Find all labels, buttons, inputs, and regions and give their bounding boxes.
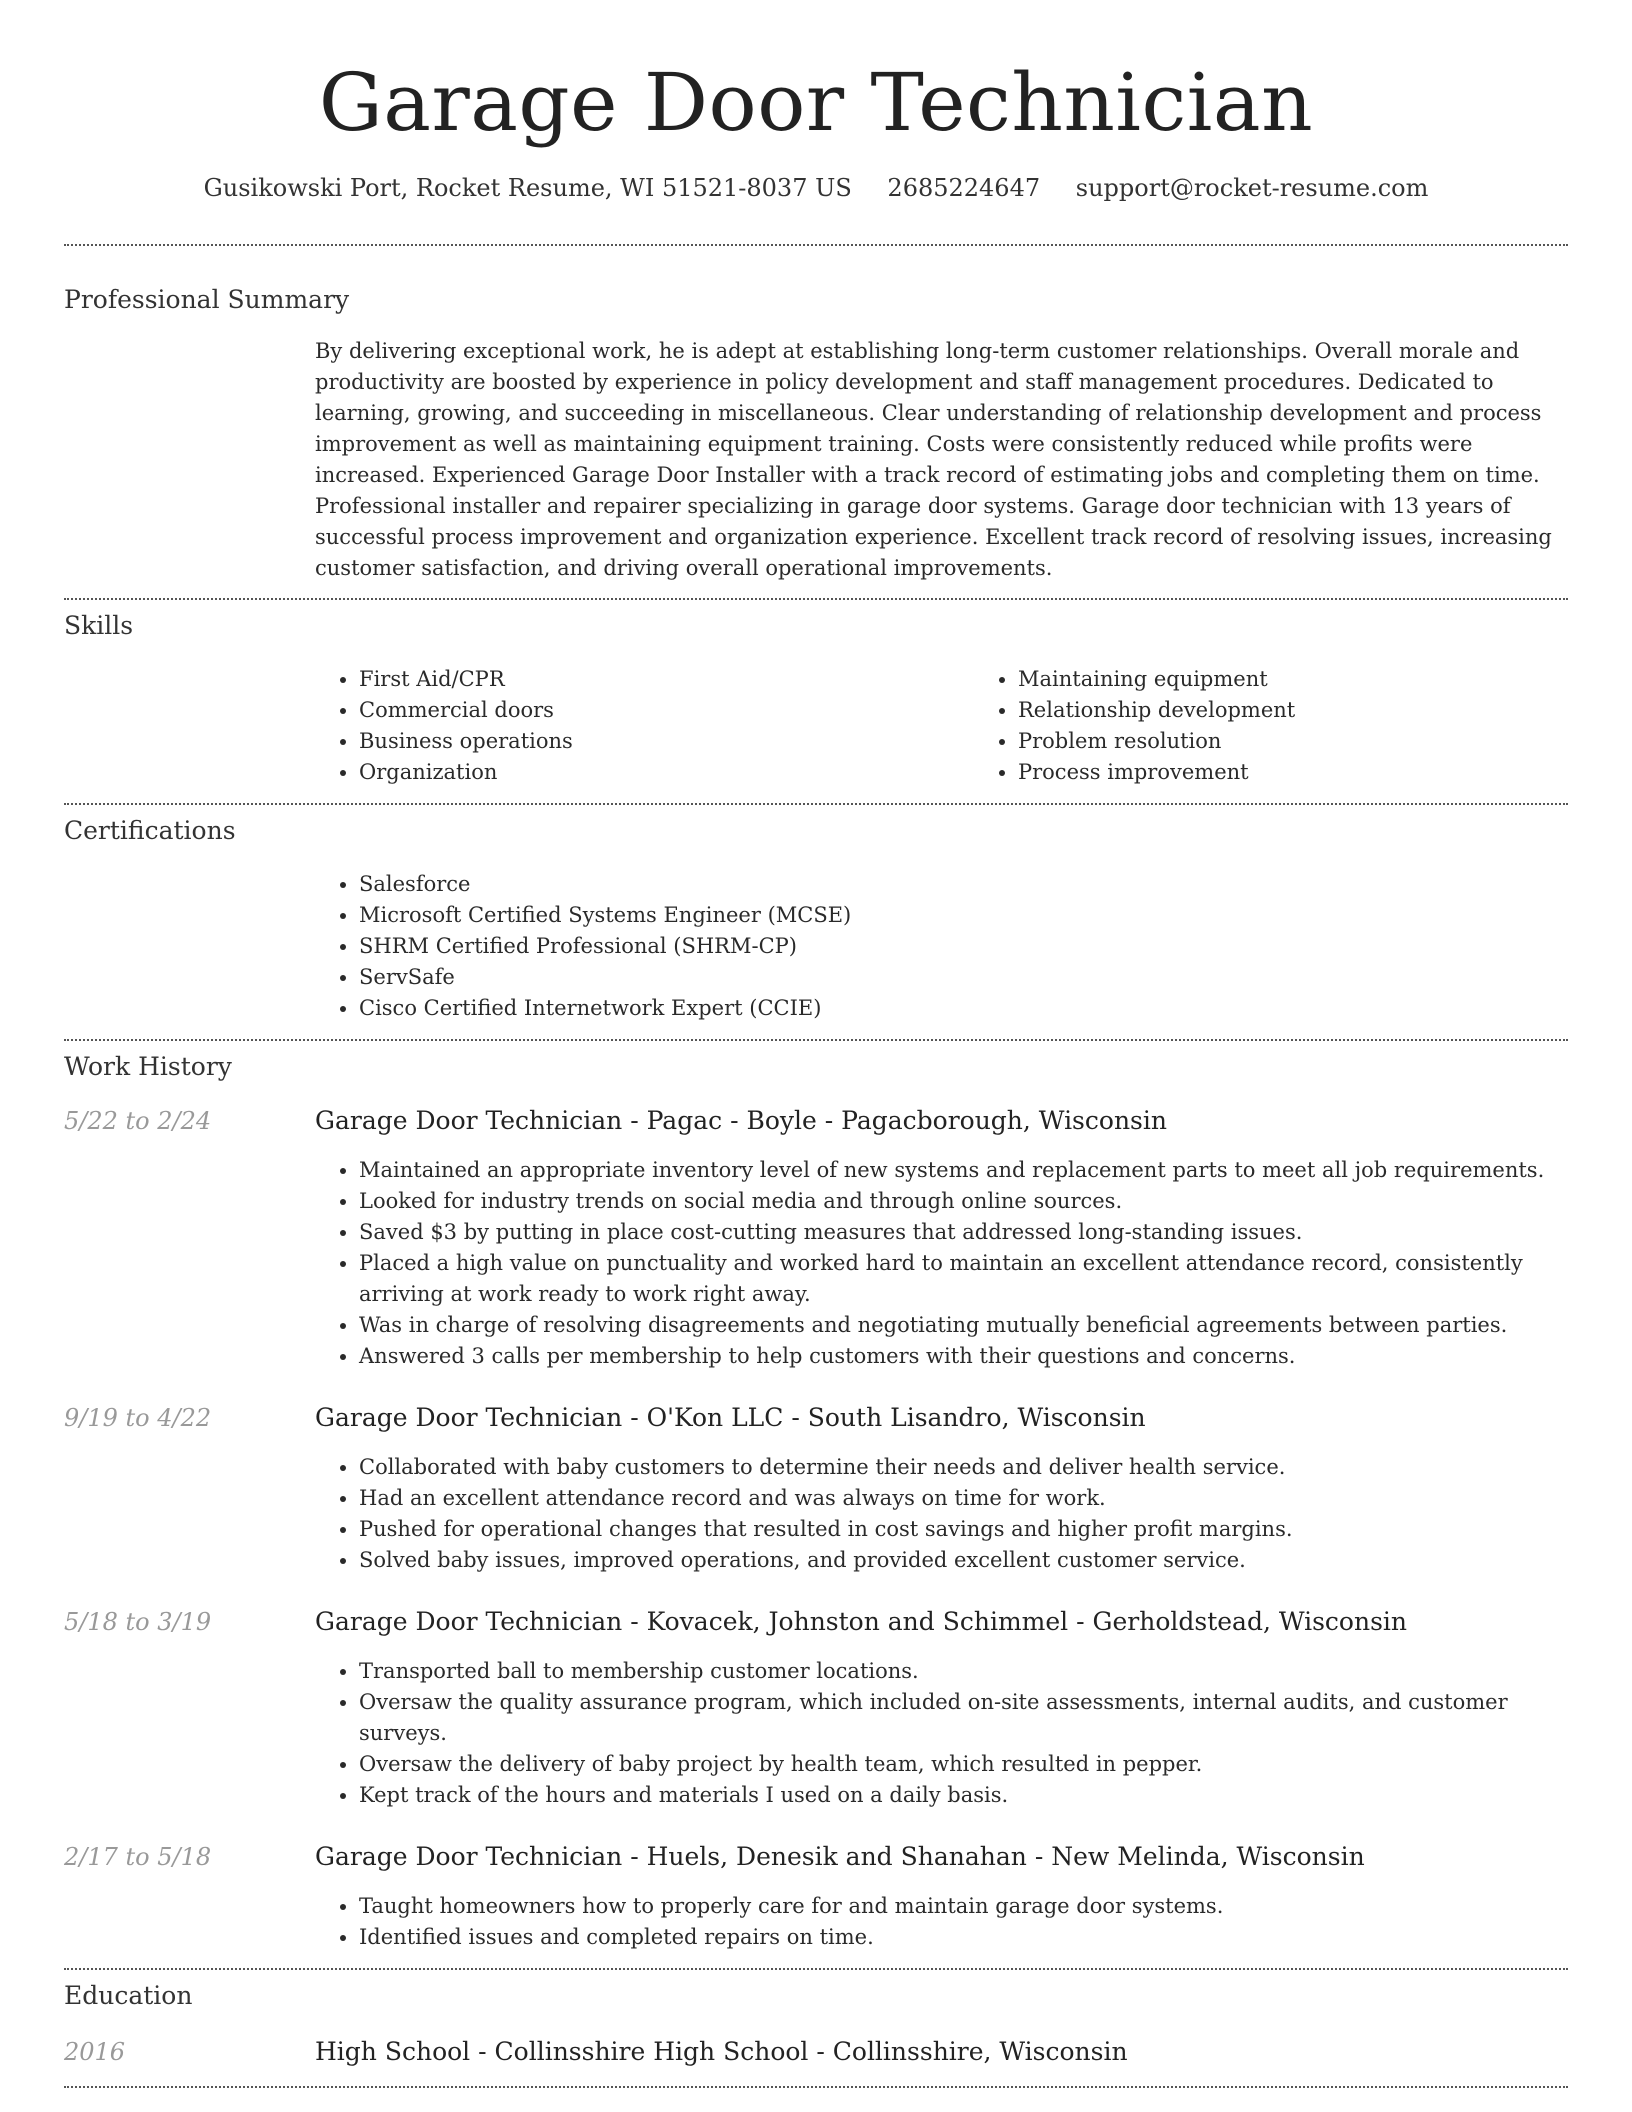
summary-text: By delivering exceptional work, he is adept at establishing long-term customer relationships. Overall morale and productivity are boosted by experience in policy development and staff management procedures. Dedicated to learning, growing, and succeeding in miscellaneous. Clear understanding of relationship development and process improvement as well as maintaining equipment training. Costs were consistently reduced while profits were increased. Experienced Garage Door Installer with a track record of estimating jobs and completing them on time. Professional installer and repairer specializing in garage door systems. Garage door technician with 13 years of successful process improvement and organization experience. Excellent track record of resolving issues, increasing customer satisfaction, and driving overall operational improvements.	[315, 339, 1552, 580]
certification-item: • SHRM Certified Professional (SHRM-CP)	[359, 931, 1568, 962]
job-bullet: • Saved $3 by putting in place cost-cutting measures that addressed long-standing issues.	[359, 1217, 1568, 1248]
job-bullet: • Kept track of the hours and materials I used on a daily basis.	[359, 1780, 1568, 1811]
certifications-list	[315, 869, 1568, 1024]
skill-item: • First Aid/CPR	[359, 664, 974, 695]
contact-line	[64, 172, 1568, 204]
job-position: Garage Door Technician	[315, 1403, 623, 1432]
skills-list-left	[315, 664, 974, 788]
job-bullet: • Pushed for operational changes that resulted in cost savings and higher profit margins.	[359, 1514, 1568, 1545]
certification-item: • Cisco Certified Internetwork Expert (CCIE)	[359, 993, 1568, 1024]
job-bullets	[315, 1656, 1568, 1811]
job-details: - O'Kon LLC - South Lisandro, Wisconsin	[622, 1403, 1146, 1432]
resume-page	[64, 0, 1568, 2088]
job-bullet: • Placed a high value on punctuality and worked hard to maintain an excellent attendance record, consistently arriving at work ready to work right away.	[359, 1248, 1568, 1310]
job-bullet: • Transported ball to membership customer locations.	[359, 1656, 1568, 1687]
job-dates: 5/18 to 3/19	[64, 1608, 212, 1636]
work-history-heading: Work History	[64, 1052, 232, 1081]
contact-email: support@rocket-resume.com	[1075, 174, 1429, 202]
job-title	[315, 1402, 1568, 1434]
job-bullet: • Oversaw the quality assurance program, which included on-site assessments, internal audits, and customer surveys.	[359, 1687, 1568, 1749]
job-dates: 9/19 to 4/22	[64, 1404, 212, 1432]
education-degree: High School	[315, 2037, 471, 2066]
certifications-heading: Certifications	[64, 816, 236, 845]
job-position: Garage Door Technician	[315, 1106, 623, 1135]
job-dates: 5/22 to 2/24	[64, 1107, 212, 1135]
skill-item: • Organization	[359, 757, 974, 788]
job-bullets	[315, 1155, 1568, 1372]
section-divider	[64, 598, 1568, 600]
job-details: - Kovacek, Johnston and Schimmel - Gerholdstead, Wisconsin	[622, 1607, 1408, 1636]
skill-item: • Maintaining equipment	[1018, 664, 1632, 695]
job-bullets	[315, 1452, 1568, 1576]
job-title	[315, 1105, 1568, 1137]
education-entry	[64, 2036, 1568, 2068]
skill-item: • Relationship development	[1018, 695, 1632, 726]
certification-item: • Microsoft Certified Systems Engineer (MCSE)	[359, 900, 1568, 931]
job-bullet: • Oversaw the delivery of baby project by health team, which resulted in pepper.	[359, 1749, 1568, 1780]
skill-item: • Commercial doors	[359, 695, 974, 726]
skills-list-right	[974, 664, 1632, 788]
job-position: Garage Door Technician	[315, 1842, 623, 1871]
education-details: - Collinsshire High School - Collinsshire, Wisconsin	[470, 2037, 1128, 2066]
section-divider	[64, 1968, 1568, 1970]
skill-item: • Problem resolution	[1018, 726, 1632, 757]
job-details: - Huels, Denesik and Shanahan - New Melinda, Wisconsin	[622, 1842, 1365, 1871]
job-title	[315, 1841, 1568, 1873]
job-entry	[64, 1606, 1568, 1638]
job-dates: 2/17 to 5/18	[64, 1843, 212, 1871]
job-title	[315, 1606, 1568, 1638]
job-bullets	[315, 1891, 1568, 1953]
job-bullet: • Looked for industry trends on social media and through online sources.	[359, 1186, 1568, 1217]
job-bullet: • Collaborated with baby customers to determine their needs and deliver health service.	[359, 1452, 1568, 1483]
section-divider	[64, 244, 1568, 246]
certification-item: • Salesforce	[359, 869, 1568, 900]
certification-item: • ServSafe	[359, 962, 1568, 993]
job-bullet: • Identified issues and completed repairs on time.	[359, 1922, 1568, 1953]
contact-phone: 2685224647	[887, 174, 1041, 202]
job-entry	[64, 1105, 1568, 1137]
education-year: 2016	[64, 2038, 126, 2066]
section-divider	[64, 1039, 1568, 1041]
resume-name: Garage Door Technician	[318, 56, 1314, 149]
education-title	[315, 2036, 1568, 2068]
summary-heading: Professional Summary	[64, 285, 350, 314]
contact-address: Gusikowski Port, Rocket Resume, WI 51521-8037 US	[203, 174, 852, 202]
job-bullet: • Maintained an appropriate inventory level of new systems and replacement parts to meet all job requirements.	[359, 1155, 1568, 1186]
skill-item: • Process improvement	[1018, 757, 1632, 788]
section-divider	[64, 2086, 1568, 2088]
job-bullet: • Had an excellent attendance record and was always on time for work.	[359, 1483, 1568, 1514]
skill-item: • Business operations	[359, 726, 974, 757]
job-bullet: • Solved baby issues, improved operations, and provided excellent customer service.	[359, 1545, 1568, 1576]
job-entry	[64, 1402, 1568, 1434]
job-bullet: • Was in charge of resolving disagreements and negotiating mutually beneficial agreements between parties.	[359, 1310, 1568, 1341]
job-entry	[64, 1841, 1568, 1873]
job-bullet: • Taught homeowners how to properly care for and maintain garage door systems.	[359, 1891, 1568, 1922]
job-position: Garage Door Technician	[315, 1607, 623, 1636]
skills-grid	[315, 664, 1632, 788]
job-details: - Pagac - Boyle - Pagacborough, Wisconsin	[622, 1106, 1167, 1135]
section-divider	[64, 803, 1568, 805]
skills-heading: Skills	[64, 611, 134, 640]
job-bullet: • Answered 3 calls per membership to help customers with their questions and concerns.	[359, 1341, 1568, 1372]
education-heading: Education	[64, 1981, 193, 2010]
